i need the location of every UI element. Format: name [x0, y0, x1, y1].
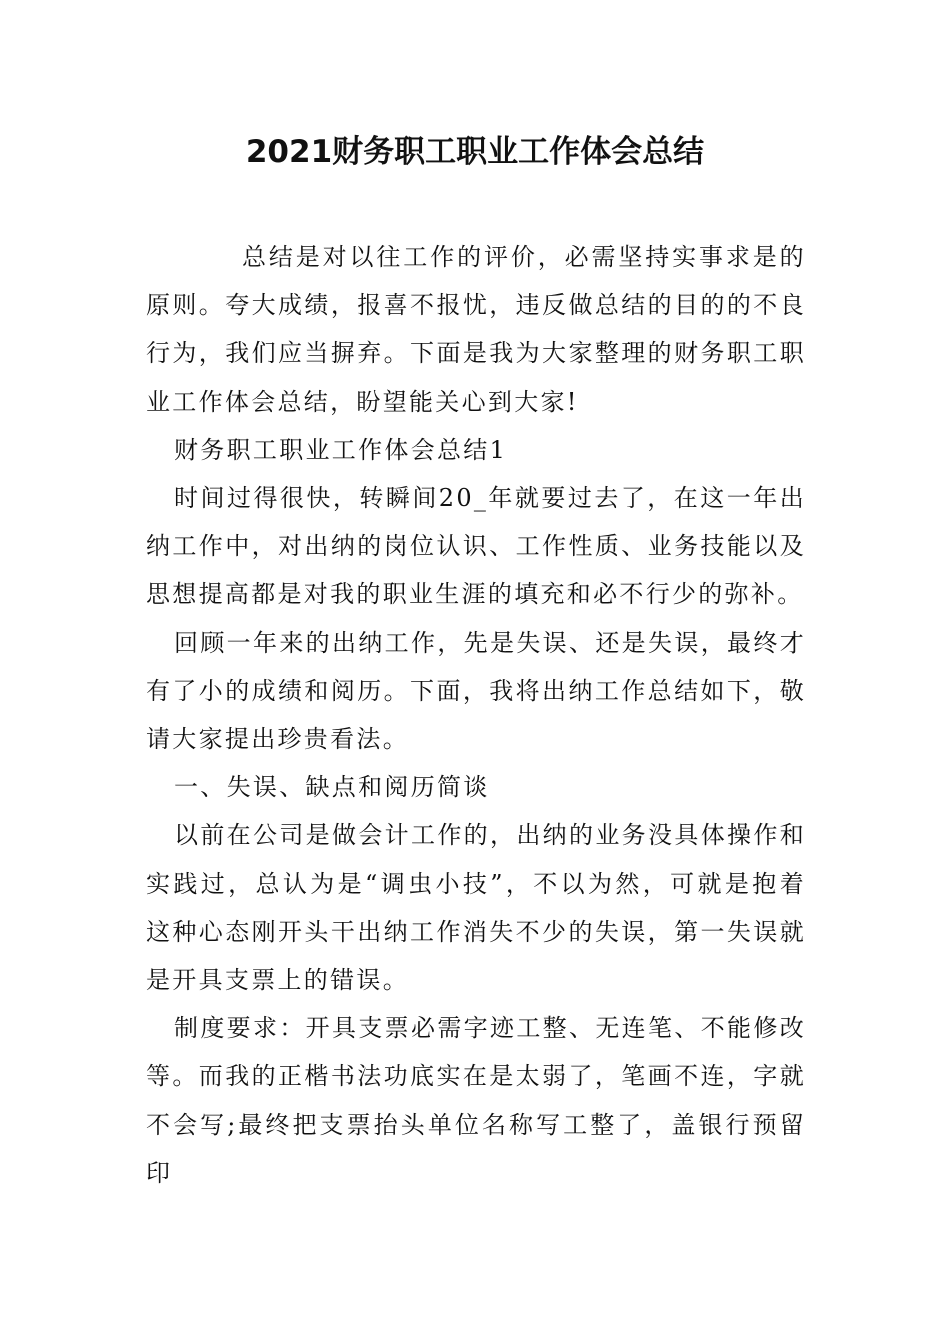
paragraph-3: 回顾一年来的出纳工作，先是失误、还是失误，最终才有了小的成绩和阅历。下面，我将出纳工作总结如下，敬请大家提出珍贵看法。 [146, 628, 806, 754]
document-body [146, 233, 806, 1197]
paragraph-intro: 总结是对以往工作的评价，必需坚持实事求是的原则。夸大成绩，报喜不报忧，违反做总结的目的的不良行为，我们应当摒弃。下面是我为大家整理的财务职工职业工作体会总结，盼望能关心到大家! [146, 243, 806, 416]
subsection-heading-1: 一、失误、缺点和阅历简谈 [174, 773, 490, 802]
paragraph-6: 制度要求：开具支票必需字迹工整、无连笔、不能修改等。而我的正楷书法功底实在是太弱了，笔画不连，字就不会写;最终把支票抬头单位名称写工整了，盖银行预留印 [146, 1014, 806, 1187]
paragraph-5: 以前在公司是做会计工作的，出纳的业务没具体操作和实践过，总认为是“调虫小技”，不以为然，可就是抱着这种心态刚开头干出纳工作消失不少的失误，第一失误就是开具支票上的错误。 [146, 821, 806, 995]
document-title: 2021财务职工职业工作体会总结 [245, 134, 705, 170]
section-heading-1: 财务职工职业工作体会总结1 [174, 435, 508, 464]
paragraph-2: 时间过得很快，转瞬间20_年就要过去了，在这一年出纳工作中，对出纳的岗位认识、工作性质、业务技能以及思想提高都是对我的职业生涯的填充和必不行少的弥补。 [146, 484, 806, 609]
